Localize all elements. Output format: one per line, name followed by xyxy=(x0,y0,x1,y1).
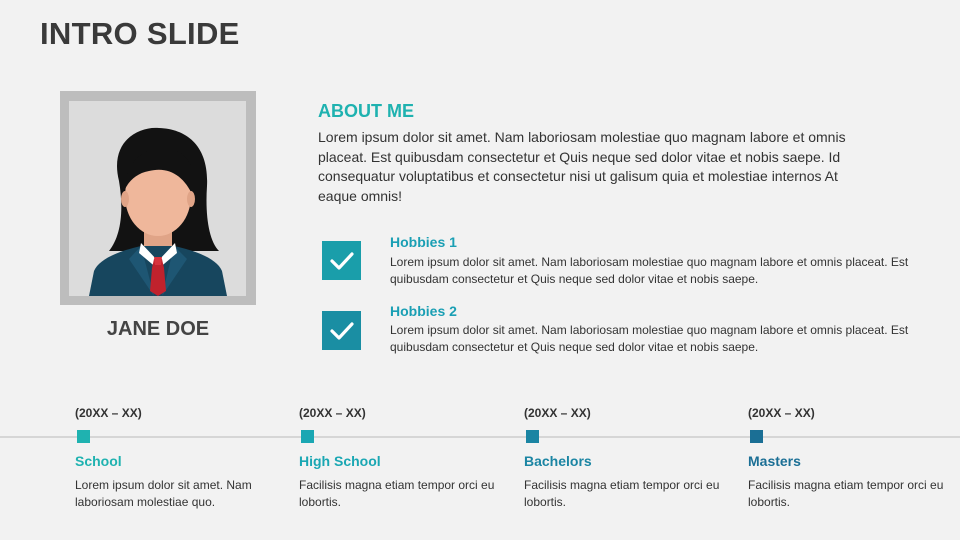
timeline-line xyxy=(0,436,960,438)
about-heading: ABOUT ME xyxy=(318,101,414,121)
profile-photo-frame xyxy=(60,91,256,305)
about-text: Lorem ipsum dolor sit amet. Nam laboriosam molestiae quo magnam labore et omnis placeat. Est quibusdam consectetur et Quis neque sed dolor vitae et nobis saepe. Id consequatur voluptatibus et consectetur nisi ut galisum quia et molestiae internos At eaque omnis! xyxy=(318,129,846,204)
avatar-illustration xyxy=(69,101,246,296)
checkmark-icon xyxy=(322,241,361,280)
timeline-date: (20XX – XX) xyxy=(299,406,366,420)
timeline-date: (20XX – XX) xyxy=(524,406,591,420)
timeline-title: High School xyxy=(299,453,381,469)
timeline-text: Lorem ipsum dolor sit amet. Nam laboriosam molestiae quo. xyxy=(75,478,252,509)
avatar xyxy=(69,101,246,296)
slide-title: INTRO SLIDE xyxy=(40,16,240,51)
timeline-text: Facilisis magna etiam tempor orci eu lobortis. xyxy=(524,478,720,509)
timeline-marker xyxy=(750,430,763,443)
timeline-text: Facilisis magna etiam tempor orci eu lobortis. xyxy=(299,478,495,509)
timeline-title: Masters xyxy=(748,453,801,469)
timeline-text: Facilisis magna etiam tempor orci eu lobortis. xyxy=(748,478,944,509)
hobby-text: Lorem ipsum dolor sit amet. Nam laboriosam molestiae quo magnam labore et omnis placeat. Est quibusdam consectetur et Quis neque sed dolor vitae et nobis saepe. xyxy=(390,323,909,354)
hobby-text: Lorem ipsum dolor sit amet. Nam laboriosam molestiae quo magnam labore et omnis placeat. Est quibusdam consectetur et Quis neque sed dolor vitae et nobis saepe. xyxy=(390,255,909,286)
timeline-marker xyxy=(526,430,539,443)
timeline-date: (20XX – XX) xyxy=(748,406,815,420)
checkmark-icon xyxy=(322,311,361,350)
timeline-marker xyxy=(301,430,314,443)
timeline-marker xyxy=(77,430,90,443)
timeline-title: School xyxy=(75,453,122,469)
person-name: JANE DOE xyxy=(106,318,210,340)
timeline-date: (20XX – XX) xyxy=(75,406,142,420)
hobby-title: Hobbies 1 xyxy=(390,234,457,250)
timeline-title: Bachelors xyxy=(524,453,592,469)
hobby-title: Hobbies 2 xyxy=(390,303,457,319)
